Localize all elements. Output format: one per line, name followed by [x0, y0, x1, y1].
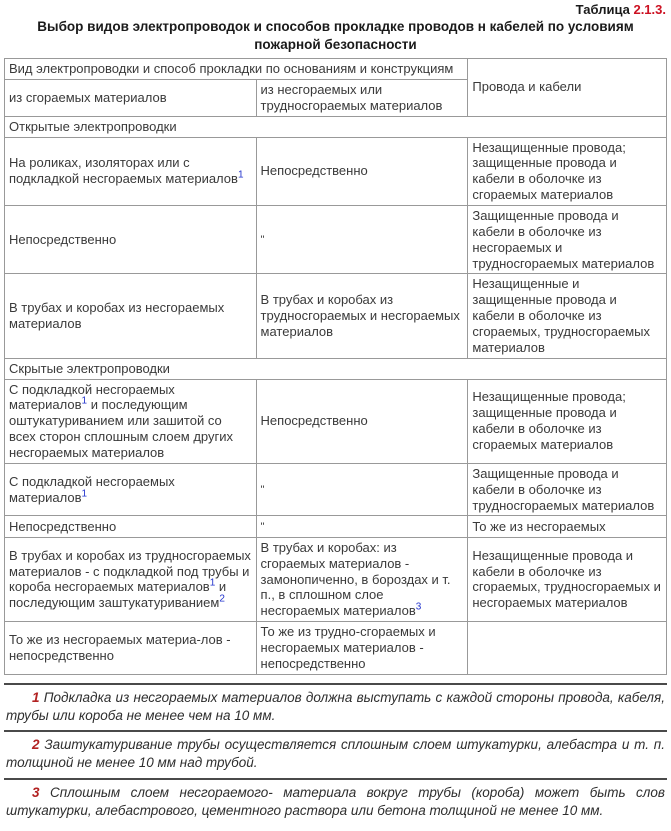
table-caption [4, 2, 667, 17]
table-cell [5, 137, 257, 205]
table-cell [5, 274, 257, 358]
footnote-ref: 2 [219, 594, 225, 606]
table-cell [5, 205, 257, 273]
table-row [5, 274, 667, 358]
header-cell-noncombustible: из несгораемых или трудносгораемых материалов [256, 79, 468, 116]
footnote-ref: 1 [81, 488, 88, 500]
table-body [5, 59, 667, 675]
cell-text: Незащищенные и защищенные провода и кабели в оболочке из сгораемых, трудносгораемых материалов [472, 276, 651, 355]
table-cell [5, 537, 257, 621]
table-row [5, 537, 667, 621]
header-cell-wiring-type: Вид электропроводки и способ прокладки по основаниям и конструкциям [5, 59, 468, 80]
cell-text: В трубах и коробах: из сгораемых материалов - замонопиченно, в бороздах и т. п., в сплошном слое несгораемых материалов [260, 539, 451, 619]
cell-text: Защищенные провода и кабели в оболочке из несгораемых и трудносгораемых материалов [472, 207, 655, 271]
table-row [5, 379, 667, 463]
footnote-2 [4, 730, 667, 777]
table-cell [256, 537, 468, 621]
table-cell [256, 622, 468, 675]
footnote-ref: 1 [209, 578, 216, 590]
cell-text: То же из несгораемых материа-лов - непосредственно [9, 632, 231, 663]
cell-text: Открытые электропроводки [9, 118, 177, 134]
table-cell [468, 274, 667, 358]
cell-text: Незащищенные провода; защищенные провода и кабели в оболочке из сгораемых материалов [472, 389, 626, 453]
page-title: Выбор видов электропроводок и способов прокладке проводов н кабелей по условиям пожарной безопасности [37, 19, 634, 52]
table-row [5, 622, 667, 675]
table-cell [5, 116, 667, 137]
cell-text: То же из несгораемых [472, 518, 606, 534]
footnote-3-number: 3 [32, 784, 40, 800]
table-row [5, 463, 667, 516]
table-cell [5, 358, 667, 379]
cell-text: С подкладкой несгораемых материалов [9, 381, 175, 413]
section-row [5, 116, 667, 137]
cell-text: С подкладкой несгораемых материалов [9, 473, 175, 505]
table-cell [256, 516, 468, 537]
table-cell [5, 516, 257, 537]
header-cell-combustible: из сгораемых материалов [5, 79, 257, 116]
footnote-2-text: Заштукатуривание трубы осуществляется сплошным слоем штукатурки, алебастра и т. п. толщиной не менее 10 мм над трубой. [6, 737, 665, 771]
cell-text: Непосредственно [9, 518, 117, 534]
table-row [5, 205, 667, 273]
table-cell [468, 205, 667, 273]
footnote-3 [4, 778, 667, 825]
cell-text: То же из трудно-сгораемых и несгораемых материалов - непосредственно [260, 624, 436, 671]
cell-text: и последующим заштукатуриванием [9, 579, 227, 611]
table-row [5, 516, 667, 537]
footnote-3-text: Сплошным слоем несгораемого- материала вокруг трубы (короба) может быть слов штукатурки, алебастрового, цементного раствора или бетона толщиной не менее 10 мм. [6, 784, 665, 818]
table-caption-number: 2.1.3. [633, 2, 666, 17]
table-cell [256, 379, 468, 463]
footnote-ref: 1 [237, 169, 244, 181]
cell-text: Защищенные провода и кабели в оболочке из трудносгораемых материалов [472, 465, 655, 513]
ditto-mark: " [260, 484, 265, 497]
cell-text: и последующим оштукатуриванием или зашитой со всех сторон сплошным слоем других несгораемых материалов [9, 397, 234, 460]
table-cell [468, 463, 667, 516]
ditto-mark: " [260, 234, 265, 247]
footnote-1-text: Подкладка из несгораемых материалов должна выступать с каждой стороны провода, кабеля, трубы или короба не менее чем на 10 мм. [6, 689, 665, 723]
cell-text: В трубах и коробах из трудносгораемых материалов - с подкладкой под трубы и короба несгораемых материалов [9, 547, 251, 595]
cell-text: Непосредственно [260, 413, 368, 429]
table-cell [468, 516, 667, 537]
table-cell [5, 463, 257, 516]
footnote-ref: 3 [415, 601, 422, 613]
section-row [5, 358, 667, 379]
cell-text: В трубах и коробах из трудносгораемых и несгораемых материалов [260, 292, 460, 339]
ditto-mark: " [260, 521, 265, 534]
cell-text: На роликах, изоляторах или с подкладкой несгораемых материалов [9, 155, 238, 187]
table-header-row-1 [5, 59, 667, 80]
table-cell [256, 274, 468, 358]
table-cell [468, 537, 667, 621]
table-row [5, 137, 667, 205]
cell-text: В трубах и коробах из несгораемых материалов [9, 300, 225, 332]
wiring-table [4, 58, 667, 675]
table-cell [468, 379, 667, 463]
cell-text: Непосредственно [260, 163, 368, 179]
table-cell [256, 205, 468, 273]
table-cell [5, 379, 257, 463]
cell-text: Скрытые электропроводки [9, 360, 170, 376]
cell-text: Незащищенные провода и кабели в оболочке из сгораемых, трудносгораемых и несгораемых материалов [472, 547, 661, 611]
table-caption-label: Таблица [575, 2, 630, 17]
footnote-2-number: 2 [32, 737, 40, 753]
table-cell [5, 622, 257, 675]
footnote-ref: 1 [81, 396, 88, 408]
footnotes [4, 683, 667, 825]
cell-text: Незащищенные провода; защищенные провода и кабели в оболочке из сгораемых материалов [472, 139, 626, 203]
table-cell [256, 137, 468, 205]
header-cell-wires-cables: Провода и кабели [468, 59, 667, 117]
cell-text: Непосредственно [9, 231, 117, 247]
table-cell [468, 137, 667, 205]
footnote-1-number: 1 [32, 689, 40, 705]
table-cell [468, 622, 667, 675]
table-cell [256, 463, 468, 516]
